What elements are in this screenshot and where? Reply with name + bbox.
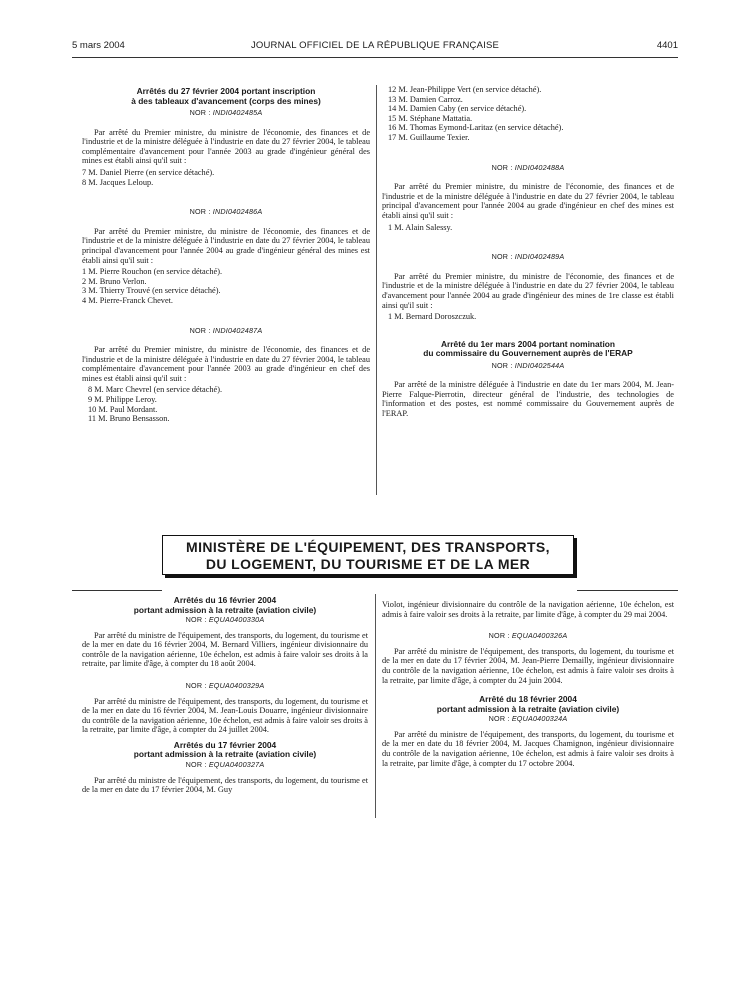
list-item: 17 M. Guillaume Texier. — [388, 132, 470, 142]
arretes-title: Arrêtés du 17 février 2004 portant admission à la retraite (aviation civile) — [133, 739, 317, 760]
list-item: 3 M. Thierry Trouvé (en service détaché). — [82, 286, 221, 296]
list-item: 1 M. Alain Salessy. — [388, 222, 453, 232]
list-item: 10 M. Paul Mordant. — [88, 404, 158, 414]
decree-text: Par arrêté du Premier ministre, du ministre de l'économie, des finances et de l'industrie et de la ministre déléguée à l'industrie en date du 27 février 2004, le tableau complémentaire d'avancement pour l'année 2003 au grade d'ingénieur général des mines est établi ainsi qu'il suit : — [82, 127, 370, 166]
decree-text: Par arrêté du ministre de l'équipement, des transports, du logement, du tourisme et de la mer en date du 17 février 2004, M. Jean-Pierre Demailly, ingénieur divisionnaire du contrôle de la navigation aérienne, 10e échelon, est admis à faire valoir ses droits à la retraite, par limite d'âge, à compter du 24 juin 2004. — [382, 646, 674, 685]
list-item: 16 M. Thomas Eymond-Laritaz (en service détaché). — [388, 123, 564, 133]
nor-reference: NOR : EQUA0400324A — [488, 714, 568, 724]
nor-reference: NOR : INDI0402489A — [491, 252, 565, 262]
decree-text: Par arrêté du Premier ministre, du ministre de l'économie, des finances et de l'industrie et de la ministre déléguée à l'industrie en date du 27 février 2004, le tableau d'avancement pour l'année 2004 au grade d'ingénieur des mines de 1re classe est établi ainsi qu'il suit : — [382, 271, 674, 310]
nor-reference: NOR : INDI0402486A — [189, 207, 263, 217]
header-journal-title: JOURNAL OFFICIEL DE LA RÉPUBLIQUE FRANÇAISE — [250, 40, 500, 51]
list-item: 2 M. Bruno Verlon. — [82, 276, 147, 286]
nor-reference: NOR : EQUA0400329A — [185, 680, 265, 690]
name-list — [82, 168, 370, 187]
list-item: 4 M. Pierre-Franck Chevet. — [82, 295, 174, 305]
nor-reference: NOR : INDI0402488A — [491, 162, 565, 172]
bottom-left-column — [82, 596, 368, 797]
header-rule — [72, 57, 678, 58]
decree-text: Par arrêté de la ministre déléguée à l'industrie en date du 1er mars 2004, M. Jean-Pierre Falque-Pierrotin, directeur général de l'industrie, des technologies de l'information et des postes, est nommé commissaire du Gouvernement auprès de l'ERAP. — [382, 380, 674, 419]
name-list — [382, 312, 674, 322]
nor-reference: NOR : EQUA0400327A — [185, 759, 265, 769]
name-list — [382, 223, 674, 233]
list-item: 12 M. Jean-Philippe Vert (en service détaché). — [388, 85, 542, 94]
list-item: 1 M. Bernard Doroszczuk. — [388, 312, 477, 322]
section-rule-left — [72, 590, 162, 591]
arretes-title: Arrêtés du 27 février 2004 portant inscription à des tableaux d'avancement (corps des mines) — [131, 86, 321, 106]
column-divider — [376, 85, 377, 495]
right-column — [382, 87, 674, 421]
decree-text: Par arrêté du ministre de l'équipement, des transports, du logement, du tourisme et de la mer en date du 17 février 2004, M. Guy — [82, 775, 368, 795]
nor-reference: NOR : EQUA0400330A — [185, 615, 265, 624]
erap-title: Arrêté du 1er mars 2004 portant nomination du commissaire du Gouvernement auprès de l'ERAP — [423, 338, 633, 359]
decree-text: Par arrêté du Premier ministre, du ministre de l'économie, des finances et de l'industrie et de la ministre déléguée à l'industrie en date du 27 février 2004, le tableau complémentaire d'avancement pour l'année 2003 au grade d'ingénieur en chef des mines est établi ainsi qu'il suit : — [82, 345, 370, 383]
header-page-number: 4401 — [656, 40, 678, 51]
nor-reference: NOR : EQUA0400326A — [488, 631, 568, 641]
column-divider — [375, 594, 376, 818]
decree-text: Par arrêté du ministre de l'équipement, des transports, du logement, du tourisme et de la mer en date du 16 février 2004, M. Bernard Villiers, ingénieur divisionnaire du contrôle de la navigation aérienne, 10e échelon, est admis à faire valoir ses droits à la retraite, par limite d'âge, à compter du 18 août 2004. — [82, 630, 368, 669]
bottom-right-column — [382, 600, 674, 770]
ministry-line-1: MINISTÈRE DE L'ÉQUIPEMENT, DES TRANSPORTS, — [186, 539, 550, 555]
left-column — [82, 87, 370, 434]
name-list — [82, 385, 370, 423]
decree-text: Par arrêté du ministre de l'équipement, des transports, du logement, du tourisme et de la mer en date du 18 février 2004, M. Jacques Chamignon, ingénieur divisionnaire du contrôle de la navigation aérienne, 10e échelon, est admis à faire valoir ses droits à la retraite, par limite d'âge, à compter du 17 octobre 2004. — [382, 729, 674, 768]
nor-reference: NOR : INDI0402485A — [189, 108, 263, 117]
list-item: 9 M. Philippe Leroy. — [88, 395, 157, 405]
page-header — [72, 40, 678, 54]
decree-text: Par arrêté du Premier ministre, du ministre de l'économie, des finances et de l'industrie et de la ministre déléguée à l'industrie en date du 27 février 2004, le tableau principal d'avancement pour l'année 2004 au grade d'ingénieur général des mines est établi ainsi qu'il suit : — [82, 226, 370, 265]
list-item: 14 M. Damien Caby (en service détaché). — [388, 104, 527, 114]
decree-text: Par arrêté du ministre de l'équipement, des transports, du logement, du tourisme et de la mer en date du 16 février 2004, M. Jean-Louis Douarre, ingénieur divisionnaire du contrôle de la navigation aérienne, 10e échelon, est admis à faire valoir ses droits à la retraite, par limite d'âge, à compter du 24 juillet 2004. — [82, 696, 368, 735]
list-item: 7 M. Daniel Pierre (en service détaché). — [82, 167, 215, 177]
section-rule-right — [577, 590, 678, 591]
ministry-line-2: DU LOGEMENT, DU TOURISME ET DE LA MER — [205, 556, 531, 572]
decree-text-continued: Violot, ingénieur divisionnaire du contrôle de la navigation aérienne, 10e échelon, est admis à faire valoir ses droits à la retraite, par limite d'âge, à compter du 29 mai 2004. — [382, 600, 674, 619]
nor-reference: NOR : INDI0402487A — [189, 325, 263, 335]
header-date: 5 mars 2004 — [72, 40, 125, 51]
list-item: 1 M. Pierre Rouchon (en service détaché). — [82, 267, 223, 277]
decree-text: Par arrêté du Premier ministre, du ministre de l'économie, des finances et de l'industrie et de la ministre déléguée à l'industrie en date du 27 février 2004, le tableau principal d'avancement pour l'année 2004 au grade d'ingénieur en chef des mines est établi ainsi qu'il suit : — [382, 182, 674, 220]
list-item: 15 M. Stéphane Mattatia. — [388, 113, 473, 123]
ministry-banner — [162, 535, 574, 575]
nor-reference: NOR : INDI0402544A — [491, 360, 565, 370]
arretes-title: Arrêtés du 16 février 2004 portant admission à la retraite (aviation civile) — [133, 595, 317, 615]
list-item: 13 M. Damien Carroz. — [388, 94, 463, 104]
list-item: 8 M. Jacques Leloup. — [82, 177, 154, 187]
arrete-title: Arrêté du 18 février 2004 portant admission à la retraite (aviation civile) — [436, 694, 620, 714]
list-item: 8 M. Marc Chevrel (en service détaché). — [88, 385, 223, 395]
list-item: 11 M. Bruno Bensasson. — [88, 414, 170, 424]
name-list-continued — [382, 85, 674, 143]
name-list — [82, 267, 370, 305]
